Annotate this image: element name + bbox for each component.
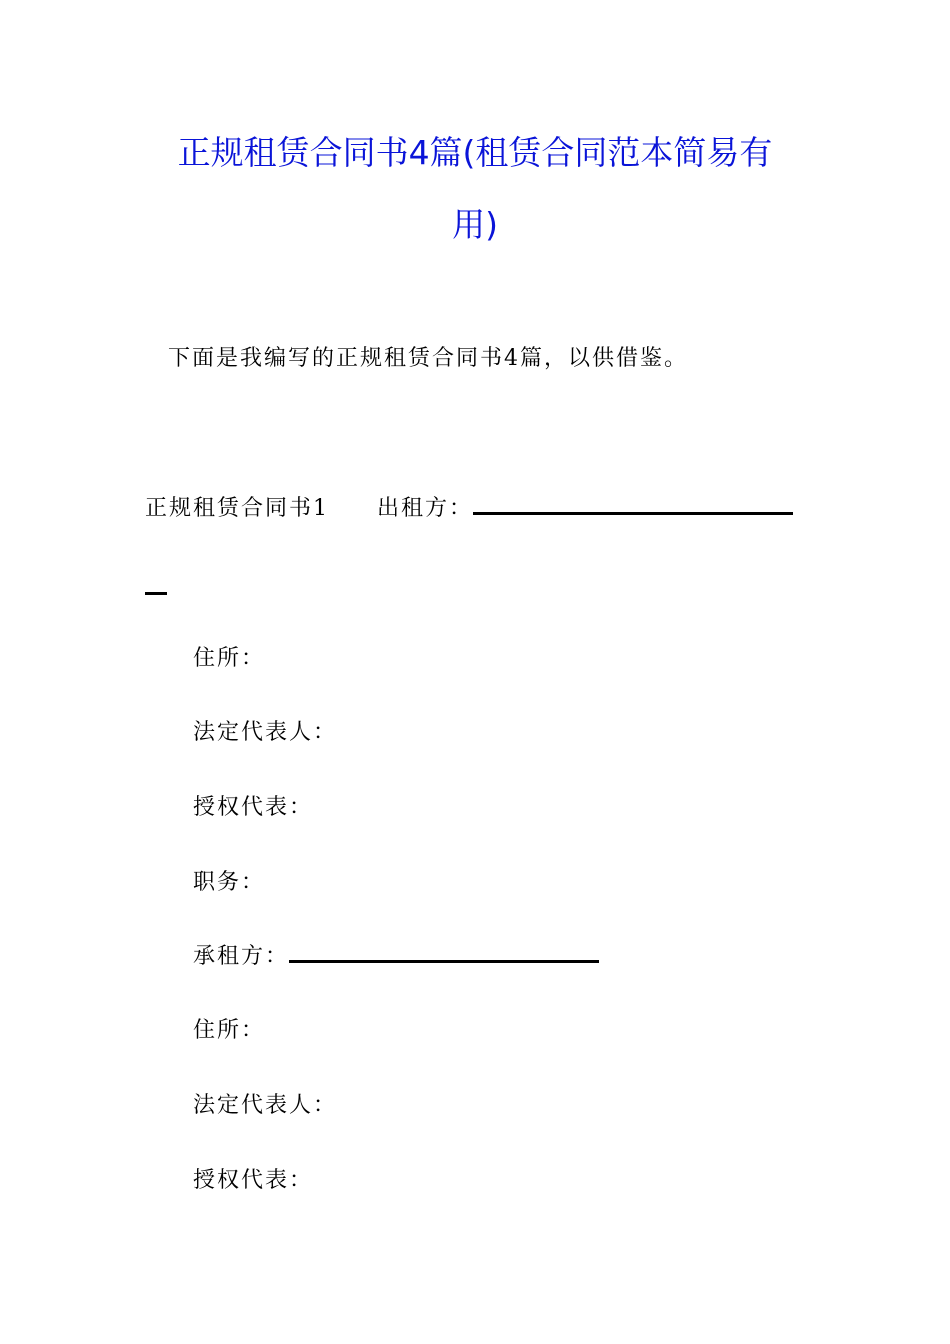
- lessor-name-blank: [473, 500, 793, 515]
- lessor-name-blank-tail: [145, 580, 167, 595]
- lessee-address: 住所：: [193, 1018, 266, 1043]
- lessee-authorized-rep: 授权代表：: [193, 1168, 314, 1193]
- lessee-legal-rep: 法定代表人：: [193, 1093, 338, 1118]
- lessor-line: [145, 498, 793, 520]
- lessor-blank-continuation: [145, 578, 167, 600]
- section-heading: 正规租赁合同书1: [145, 496, 329, 521]
- lessor-legal-rep: 法定代表人：: [193, 720, 338, 745]
- document-title-line1: 正规租赁合同书4篇(租赁合同范本简易有: [177, 133, 773, 172]
- document-title-line2: 用): [452, 205, 498, 244]
- lessee-name-blank: [289, 948, 599, 963]
- lessor-position: 职务：: [193, 870, 266, 895]
- lessor-label: 出租方：: [377, 496, 474, 521]
- lessor-address: 住所：: [193, 646, 266, 671]
- lessee-label: 承租方：: [193, 944, 290, 969]
- intro-paragraph: 下面是我编写的正规租赁合同书4篇，以供借鉴。: [168, 346, 688, 371]
- lessee-line: [193, 946, 599, 968]
- lessor-authorized-rep: 授权代表：: [193, 795, 314, 820]
